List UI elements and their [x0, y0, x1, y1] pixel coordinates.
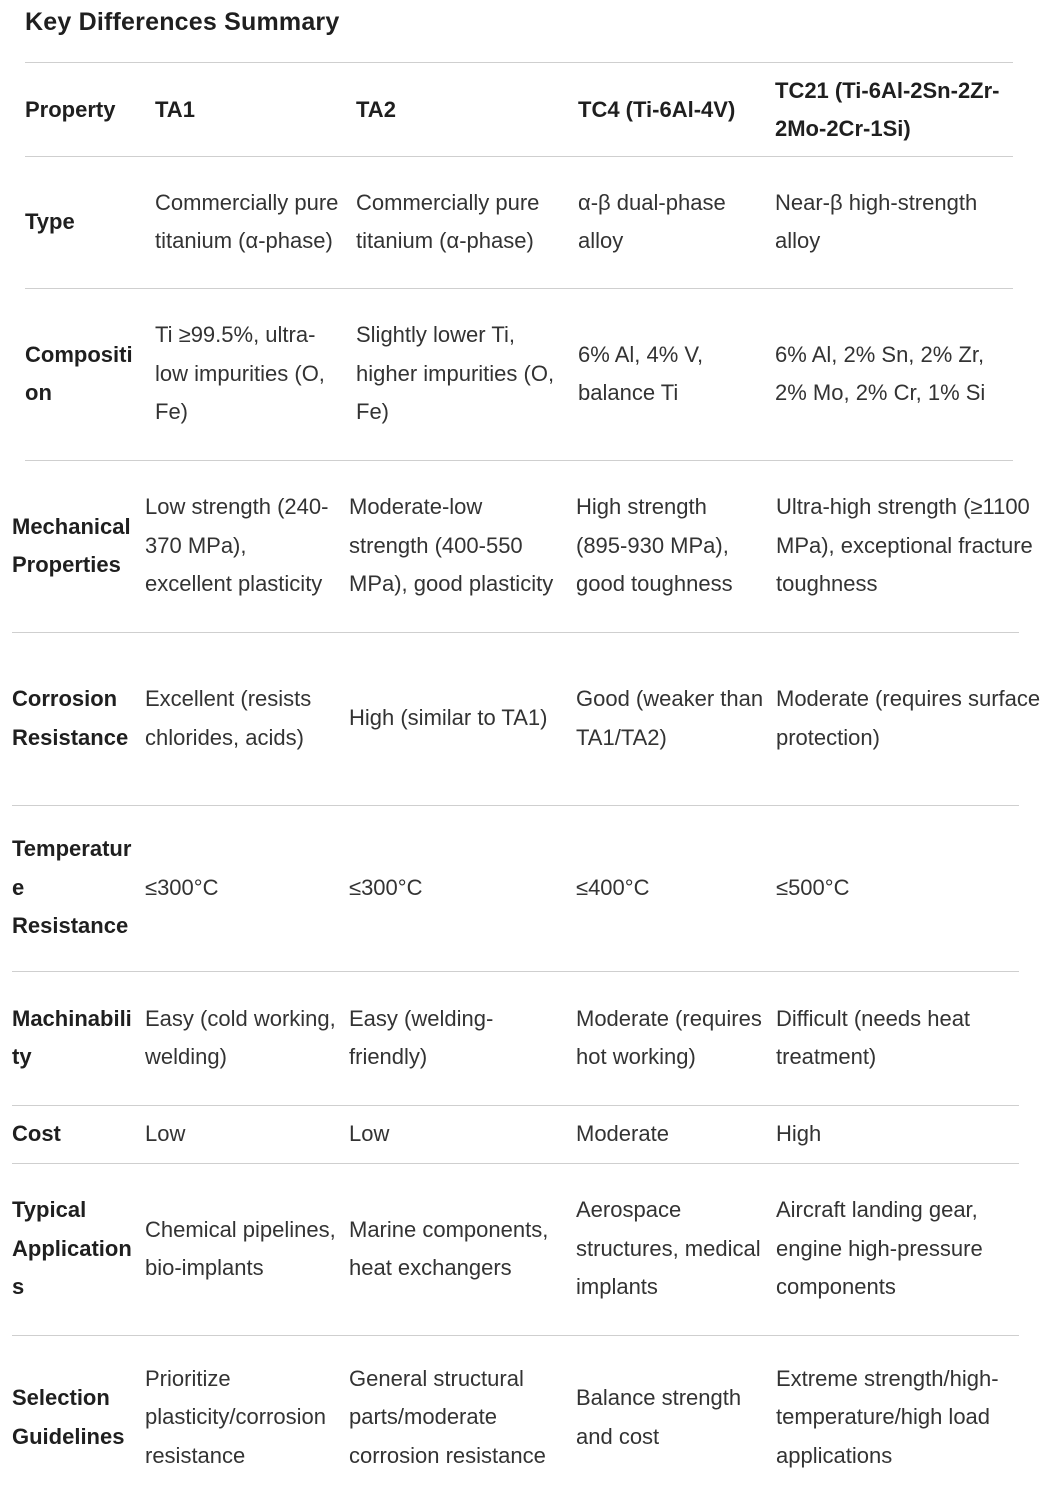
table-cell: Easy (welding-friendly) [349, 1005, 494, 1069]
property-cell: Typical Applications [12, 1197, 132, 1300]
table-cell: Commercially pure titanium (α-phase) [155, 189, 339, 253]
table-cell: Moderate (requires surface protection) [776, 686, 1041, 750]
table-cell: Prioritize plasticity/corrosion resistance [145, 1365, 326, 1468]
property-cell: Temperature Resistance [12, 836, 132, 939]
table-cell: ≤400°C [576, 874, 650, 900]
table-cell: Low [349, 1120, 390, 1146]
table-cell: High [776, 1120, 822, 1146]
column-header: TA2 [356, 96, 396, 122]
property-cell: Corrosion Resistance [12, 686, 129, 750]
table-cell: Marine components, heat exchangers [349, 1216, 549, 1280]
table-cell: ≤500°C [776, 874, 850, 900]
table-cell: Moderate-low strength (400-550 MPa), good plasticity [349, 494, 554, 597]
table-cell: Ti ≥99.5%, ultra-low impurities (O, Fe) [155, 322, 325, 425]
table-cell: Low [145, 1120, 186, 1146]
property-cell: Cost [12, 1120, 61, 1146]
table-cell: Excellent (resists chlorides, acids) [145, 686, 312, 750]
table-cell: ≤300°C [145, 874, 219, 900]
table-cell: Good (weaker than TA1/TA2) [576, 686, 764, 750]
table-cell: Slightly lower Ti, higher impurities (O, Fe) [356, 322, 555, 425]
table-cell: Difficult (needs heat treatment) [776, 1005, 971, 1069]
column-header: TC21 (Ti-6Al-2Sn-2Zr-2Mo-2Cr-1Si) [775, 77, 1000, 141]
page-title: Key Differences Summary [25, 8, 340, 36]
table-cell: Moderate [576, 1120, 669, 1146]
table-cell: 6% Al, 4% V, balance Ti [578, 341, 704, 405]
table-cell: High strength (895-930 MPa), good toughness [576, 494, 733, 597]
table-cell: Extreme strength/high-temperature/high load applications [776, 1365, 999, 1468]
property-cell: Selection Guidelines [12, 1385, 125, 1449]
table-cell: Aircraft landing gear, engine high-pressure components [776, 1197, 983, 1300]
table-cell: Chemical pipelines, bio-implants [145, 1216, 336, 1280]
table-cell: 6% Al, 2% Sn, 2% Zr, 2% Mo, 2% Cr, 1% Si [775, 341, 986, 405]
table-cell: ≤300°C [349, 874, 423, 900]
table-cell: α-β dual-phase alloy [578, 189, 726, 253]
column-header: TA1 [155, 96, 195, 122]
table-cell: Low strength (240-370 MPa), excellent plasticity [145, 494, 329, 597]
table-cell: Moderate (requires hot working) [576, 1005, 762, 1069]
property-cell: Composition [25, 341, 133, 405]
row-divider [25, 62, 1013, 63]
table-cell: Commercially pure titanium (α-phase) [356, 189, 540, 253]
table-cell: Balance strength and cost [576, 1385, 742, 1449]
table-cell: Near-β high-strength alloy [775, 189, 978, 253]
table-cell: Easy (cold working, welding) [145, 1005, 336, 1069]
property-cell: Machinability [12, 1005, 132, 1069]
property-cell: Mechanical Properties [12, 513, 131, 577]
table-cell: Aerospace structures, medical implants [576, 1197, 761, 1300]
table-cell: High (similar to TA1) [349, 705, 548, 731]
property-cell: Type [25, 208, 75, 234]
column-header: Property [25, 96, 116, 122]
column-header: TC4 (Ti-6Al-4V) [578, 96, 736, 122]
table-cell: General structural parts/moderate corrosion resistance [349, 1365, 546, 1468]
table-cell: Ultra-high strength (≥1100 MPa), exceptional fracture toughness [776, 494, 1033, 597]
